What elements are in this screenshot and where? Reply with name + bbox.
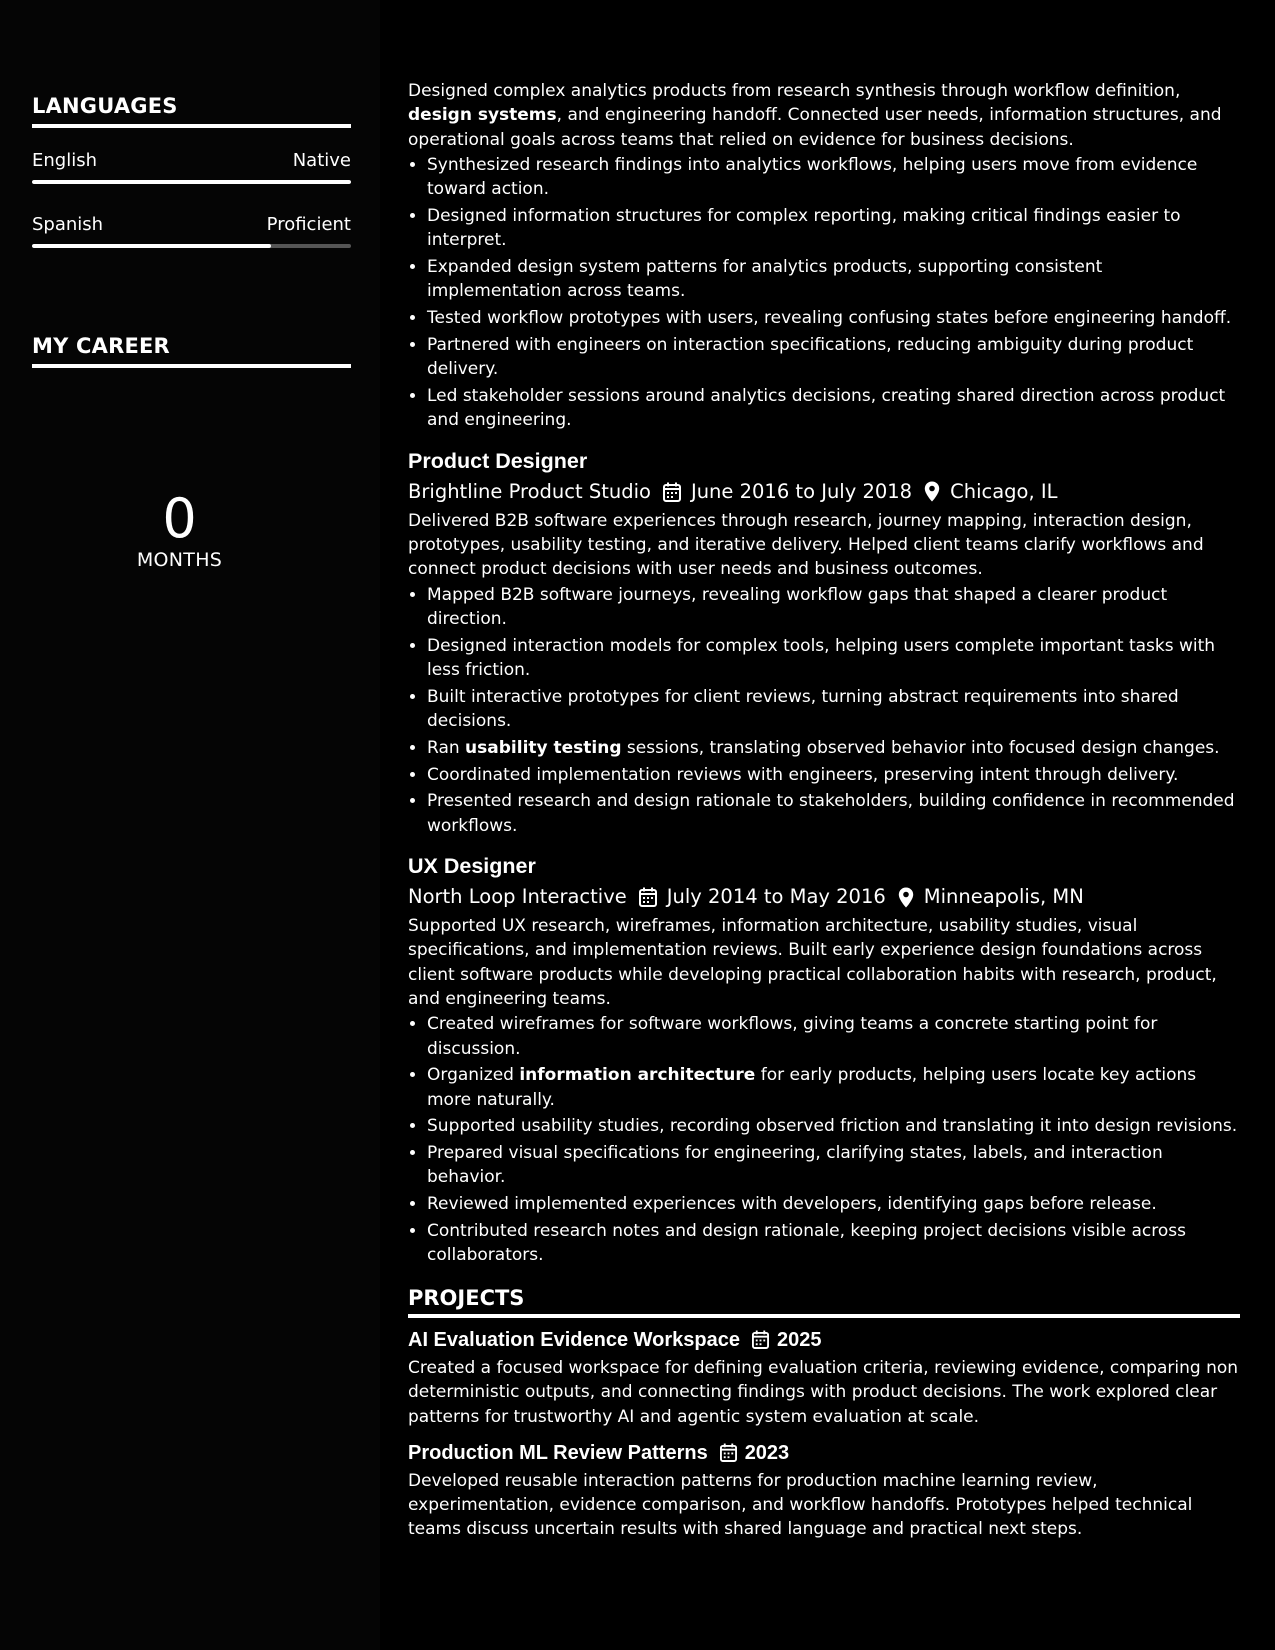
company-name: Brightline Product Studio	[408, 479, 651, 503]
bullet-item: • Supported usability studies, recording observed friction and translating it into design revisions.	[427, 1114, 1240, 1138]
summary-text: Designed complex analytics products from research synthesis through workflow definition,	[408, 81, 1181, 101]
job-title: UX Designer	[408, 854, 536, 879]
language-proficiency-bar	[32, 180, 351, 184]
language-proficiency-bar	[32, 244, 351, 248]
job-summary: Supported UX research, wireframes, information architecture, usability studies, visual specifications, and implementation reviews. Built early experience design foundations across client software products while developing practical collaboration habits with research, product, and engineering teams.	[408, 916, 1217, 1009]
bullet-text: Ran	[427, 737, 466, 758]
languages-section	[32, 94, 351, 248]
job-dates: July 2014 to May 2016	[666, 885, 886, 909]
project-title: AI Evaluation Evidence Workspace	[408, 1328, 740, 1351]
bullet-text: sessions, translating observed behavior into focused design changes.	[621, 737, 1220, 758]
job-summary	[408, 79, 1240, 152]
bullet-item: • Led stakeholder sessions around analytics decisions, creating shared direction across product and engineering.	[427, 384, 1240, 433]
project-year: 2025	[776, 1328, 822, 1351]
project-entry	[408, 1326, 1240, 1429]
language-proficiency-fill	[32, 244, 271, 248]
bullet-item: • Mapped B2B software journeys, revealing workflow gaps that shaped a clearer product direction.	[427, 583, 1240, 632]
job-location: Minneapolis, MN	[923, 885, 1084, 909]
project-title: Production ML Review Patterns	[408, 1441, 708, 1464]
bullet-item	[427, 1063, 1240, 1112]
bullet-item: • Prepared visual specifications for engineering, clarifying states, labels, and interaction behavior.	[427, 1141, 1240, 1190]
experience-entry-current	[408, 79, 1240, 433]
bullet-item: • Tested workflow prototypes with users, revealing confusing states before engineering handoff.	[427, 306, 1240, 330]
location-pin-icon	[898, 887, 914, 908]
language-name: Spanish	[32, 214, 104, 235]
languages-heading: LANGUAGES	[32, 94, 351, 128]
job-dates: June 2016 to July 2018	[690, 479, 913, 503]
summary-highlight: design systems	[408, 105, 557, 126]
experience-entry-ux-designer	[408, 852, 1240, 1268]
bullet-highlight: usability testing	[465, 737, 622, 758]
language-proficiency-fill	[32, 180, 351, 184]
language-row-english	[32, 150, 351, 172]
language-name: English	[32, 150, 97, 171]
bullet-item: • Designed interaction models for complex tools, helping users complete important tasks with less friction.	[427, 634, 1240, 683]
career-duration-value: 0	[162, 487, 197, 550]
career-duration	[32, 487, 327, 572]
language-row-spanish	[32, 214, 351, 236]
bullet-item: • Reviewed implemented experiences with developers, identifying gaps before release.	[427, 1192, 1240, 1216]
project-title-row	[408, 1439, 1240, 1467]
main-content	[408, 79, 1240, 1542]
job-meta	[408, 882, 1240, 912]
language-level: Native	[292, 150, 351, 171]
career-duration-unit: MONTHS	[136, 549, 223, 571]
project-year: 2023	[744, 1441, 790, 1464]
location-pin-icon	[924, 481, 940, 502]
project-entry	[408, 1439, 1240, 1542]
project-description: Created a focused workspace for defining evaluation criteria, reviewing evidence, comparing non deterministic outputs, and connecting findings with product decisions. The work explored clear patterns for trustworthy AI and agentic system evaluation at scale.	[408, 1357, 1239, 1427]
bullet-item: • Presented research and design rationale to stakeholders, building confidence in recommended workflows.	[427, 789, 1240, 838]
language-level: Proficient	[266, 214, 351, 235]
bullet-item: • Built interactive prototypes for client reviews, turning abstract requirements into shared decisions.	[427, 685, 1240, 734]
calendar-icon	[720, 1443, 737, 1462]
career-heading: MY CAREER	[32, 334, 351, 368]
bullet-item: • Contributed research notes and design rationale, keeping project decisions visible across collaborators.	[427, 1219, 1240, 1268]
bullet-item: • Coordinated implementation reviews with engineers, preserving intent through delivery.	[427, 763, 1240, 787]
bullet-text: Organized	[427, 1065, 520, 1086]
job-summary: Delivered B2B software experiences through research, journey mapping, interaction design, prototypes, usability testing, and iterative delivery. Helped client teams clarify workflows and connect product decisions with user needs and business outcomes.	[408, 510, 1204, 580]
job-bullets	[408, 153, 1240, 433]
bullet-item: • Created wireframes for software workflows, giving teams a concrete starting point for discussion.	[427, 1012, 1240, 1061]
bullet-text: for early products, helping users locate key actions more naturally.	[427, 1065, 1197, 1110]
job-bullets	[408, 583, 1240, 838]
calendar-icon	[663, 482, 681, 502]
job-bullets	[408, 1012, 1240, 1267]
job-title: Product Designer	[408, 448, 588, 473]
bullet-item: • Designed information structures for complex reporting, making critical findings easier to interpret.	[427, 204, 1240, 253]
project-description: Developed reusable interaction patterns for production machine learning review, experimentation, evidence comparison, and workflow handoffs. Prototypes helped technical teams discuss uncertain results with shared language and practical next steps.	[408, 1470, 1193, 1540]
career-section	[32, 334, 351, 368]
company-name: North Loop Interactive	[408, 885, 627, 909]
summary-text: , and engineering handoff. Connected user needs, information structures, and operational goals across teams that relied on evidence for business decisions.	[408, 105, 1222, 150]
experience-entry-product-designer	[408, 447, 1240, 838]
bullet-item: • Expanded design system patterns for analytics products, supporting consistent implementation across teams.	[427, 255, 1240, 304]
job-location: Chicago, IL	[950, 479, 1058, 503]
bullet-highlight: information architecture	[519, 1065, 756, 1086]
job-meta	[408, 477, 1240, 507]
projects-heading: PROJECTS	[408, 1286, 1240, 1318]
calendar-icon	[752, 1330, 769, 1349]
bullet-item: • Partnered with engineers on interaction specifications, reducing ambiguity during product delivery.	[427, 333, 1240, 382]
bullet-item: • Synthesized research findings into analytics workflows, helping users move from evidence toward action.	[427, 153, 1240, 202]
calendar-icon	[639, 887, 657, 907]
project-title-row	[408, 1326, 1240, 1354]
bullet-item	[427, 736, 1240, 760]
sidebar	[0, 0, 380, 1650]
